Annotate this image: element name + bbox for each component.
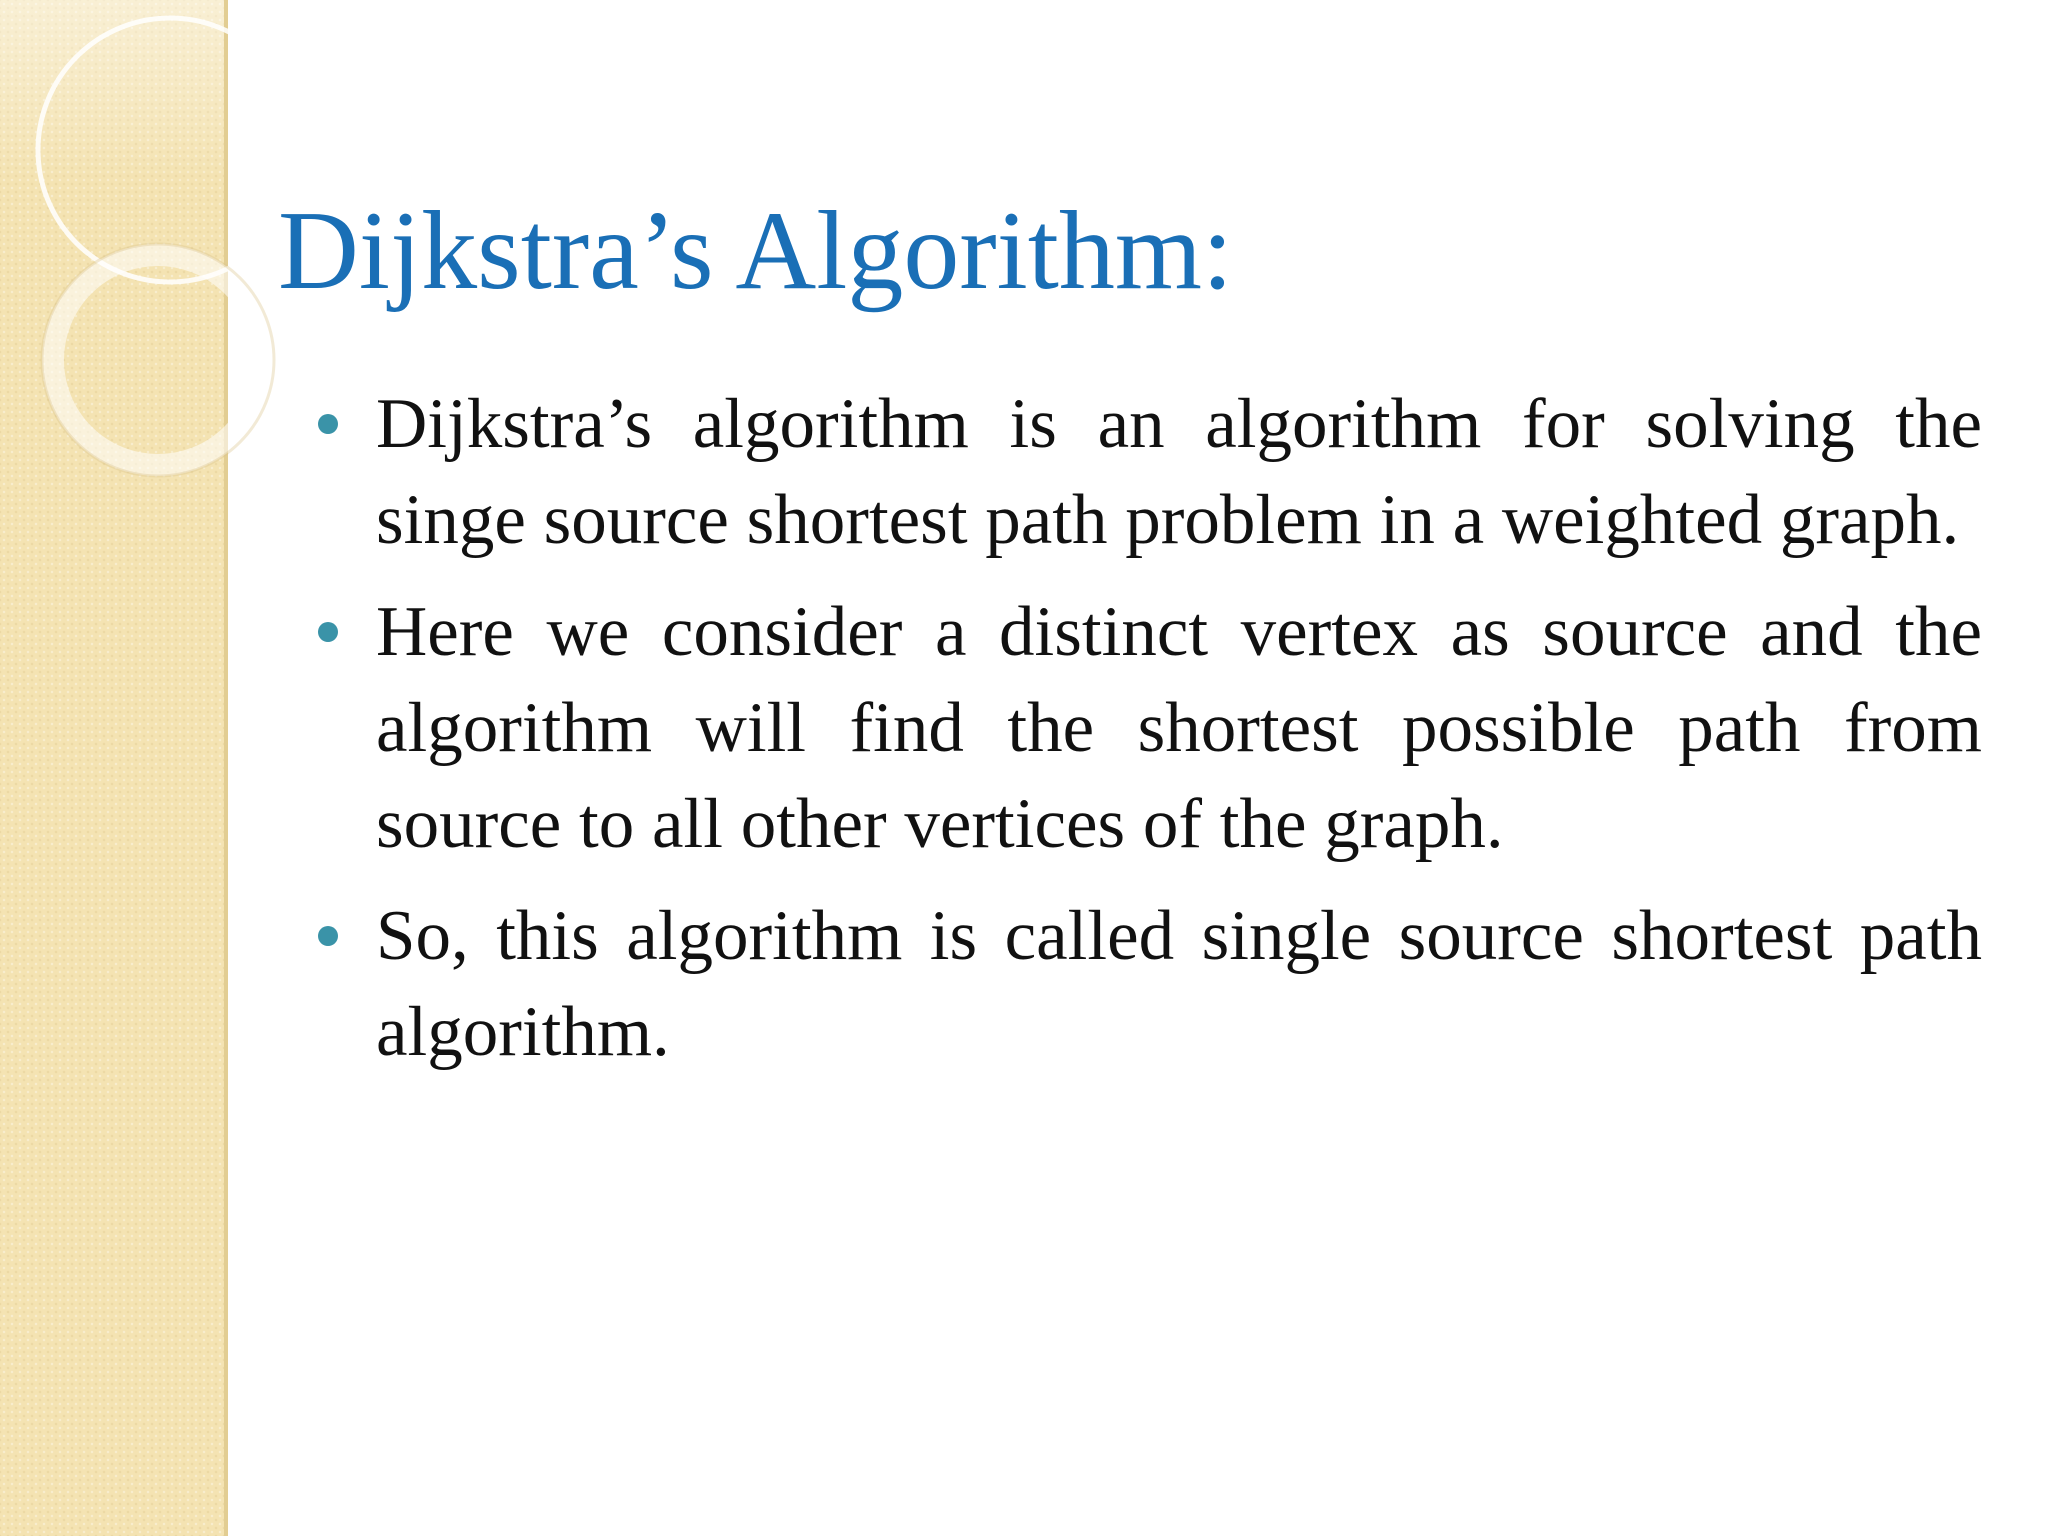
ring-thick-shadow	[42, 244, 274, 476]
bullet-text: Dijkstra’s algorithm is an algorithm for solving the singe source shortest path problem in a weighted graph.	[376, 385, 1982, 559]
bullet-icon	[318, 414, 338, 434]
bullet-text: Here we consider a distinct vertex as source and the algorithm will find the shortest possible path from source to all other vertices of the graph.	[376, 593, 1982, 863]
bullet-item	[310, 376, 1982, 568]
bullet-icon	[318, 926, 338, 946]
bullet-item	[310, 888, 1982, 1080]
bullet-text: So, this algorithm is called single source shortest path algorithm.	[376, 897, 1982, 1071]
bullet-list	[310, 376, 1982, 1096]
bullet-icon	[318, 622, 338, 642]
ring-thick	[53, 255, 263, 465]
ring-large	[38, 18, 302, 282]
slide-title: Dijkstra’s Algorithm:	[278, 189, 1234, 313]
bullet-item	[310, 584, 1982, 872]
